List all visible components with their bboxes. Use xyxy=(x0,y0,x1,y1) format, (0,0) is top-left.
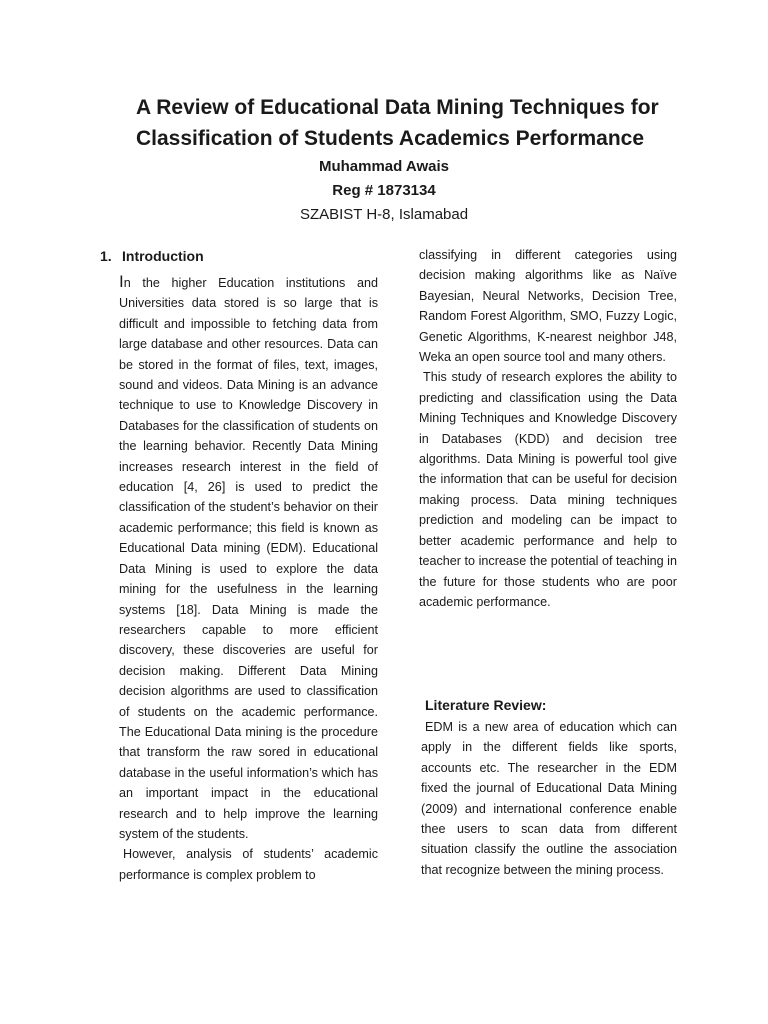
institution: SZABIST H-8, Islamabad xyxy=(299,206,469,223)
title-line-2: Classification of Students Academics Performance xyxy=(136,127,645,150)
drop-cap: I xyxy=(119,272,124,291)
literature-paragraph-1: EDM is a new area of education which can apply in the different fields like sports, accounts etc. The researcher in the EDM fixed the journal of Educational Data Mining (2009) and international conference enable thee users to scan data from different situation classify the outline the association that recognize between the mining process. xyxy=(421,720,677,877)
intro-paragraph-2: However, analysis of students’ academic performance is complex problem to xyxy=(119,847,378,882)
intro-paragraph-1-text: n the higher Education institutions and Universities data stored is so large that is difficult and impossible to fetching data from large database and other resources. Data can be stored in the format of files, text, images, sound and videos. Data Mining is an advance technique to use to Knowledge Discovery in Databases for the classification of students on the learning behavior. Recently Data Mining increases research interest in the field of education [4, 26] is used to predict the classification of the student’s behavior on their academic performance; this field is known as Educational Data mining (EDM). Educational Data Mining is used to explore the data mining for the usefulness in the learning systems [18]. Data Mining is made the researchers capable to more efficient discovery, these discoveries are useful for decision making. Different Data Mining decision algorithms are used to classification of students on the academic performance. The Educational Data mining is the procedure that transform the raw sored in educational database in the useful information’s which has an important impact in the educational research and to help improve the learning system of the students. xyxy=(119,276,378,841)
literature-column xyxy=(421,717,677,880)
section-number: 1. xyxy=(100,248,112,264)
intro-paragraph-3: This study of research explores the ability to predicting and classification using the Data Mining Techniques and Knowledge Discovery in Databases (KDD) and decision tree algorithms. Data Mining is powerful tool give the information that can be useful for decision making process. Data mining techniques prediction and modeling can be impact to better academic performance and help to teacher to increase the potential of teaching in the future for those students who are poor academic performance. xyxy=(419,370,677,609)
registration-number: Reg # 1873134 xyxy=(332,182,436,199)
author-name: Muhammad Awais xyxy=(318,158,450,175)
section-title: Introduction xyxy=(122,248,204,264)
introduction-heading xyxy=(100,248,204,264)
left-column xyxy=(119,272,378,885)
literature-review-heading: Literature Review: xyxy=(425,697,547,713)
right-column xyxy=(419,245,677,612)
intro-paragraph-2-continued: classifying in different categories using decision making algorithms like as Naïve Bayesian, Neural Networks, Decision Tree, Random Forest Algorithm, SMO, Fuzzy Logic, Genetic Algorithms, K-nearest neighbor J48, Weka an open source tool and many others. xyxy=(419,248,677,365)
title-line-1: A Review of Educational Data Mining Techniques for xyxy=(136,96,659,119)
paper-title xyxy=(136,92,659,154)
intro-paragraph-1 xyxy=(119,272,378,844)
